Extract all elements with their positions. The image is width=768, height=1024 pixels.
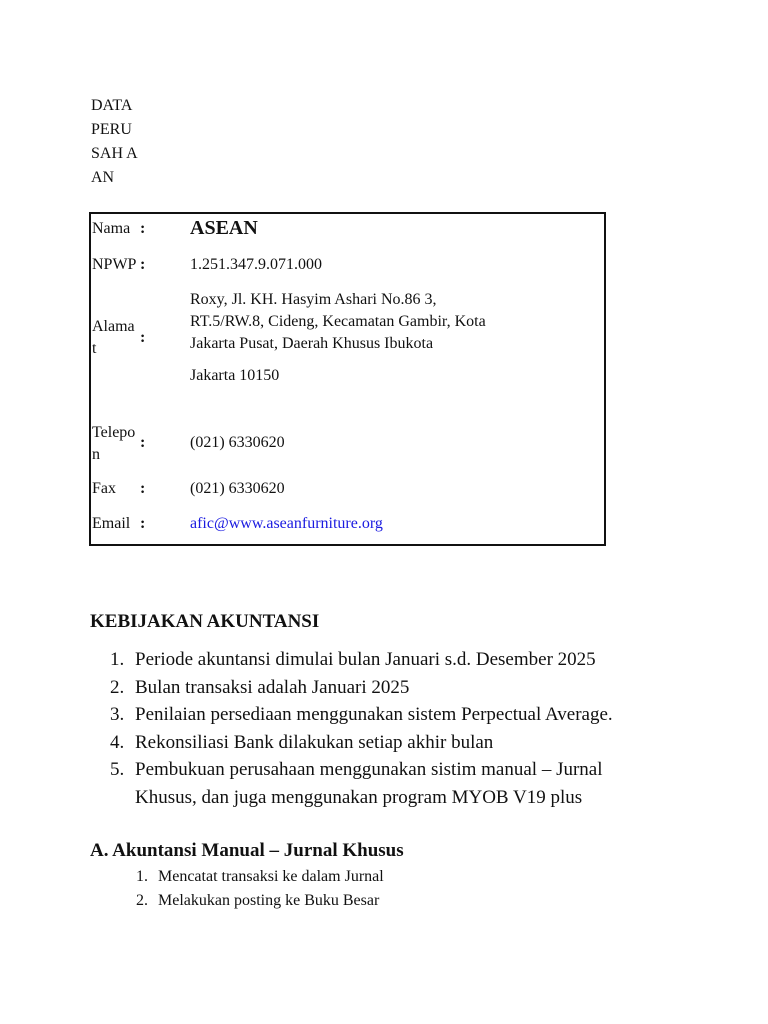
colon-email: : xyxy=(140,515,146,532)
list-text: Periode akuntansi dimulai bulan Januari s.d. Desember 2025 xyxy=(135,649,596,670)
label-fax: Fax xyxy=(92,480,116,497)
list-item xyxy=(90,701,650,729)
document-heading: DATA PERU SAH AAN xyxy=(91,97,138,186)
list-text: Melakukan posting ke Buku Besar xyxy=(158,892,380,909)
alamat-line: Jakarta Pusat, Daerah Khusus Ibukota xyxy=(190,335,434,352)
colon-telepon: : xyxy=(140,434,146,451)
list-text: Bulan transaksi adalah Januari 2025 xyxy=(135,676,410,698)
list-item xyxy=(90,674,650,702)
list-item xyxy=(90,756,650,811)
colon-nama: : xyxy=(140,220,146,237)
label-email: Email xyxy=(92,515,131,532)
kebijakan-title: KEBIJAKAN AKUNTANSI xyxy=(90,611,320,632)
alamat-line: Roxy, Jl. KH. Hasyim Ashari No.86 3, xyxy=(190,291,437,308)
label-npwp: NPWP xyxy=(92,256,137,273)
list-item xyxy=(90,729,650,757)
list-text: Rekonsiliasi Bank dilakukan setiap akhir bulan xyxy=(135,731,494,753)
list-number: 3. xyxy=(110,704,125,725)
company-data-table xyxy=(89,212,606,546)
alamat-line: RT.5/RW.8, Cideng, Kecamatan Gambir, Kota xyxy=(190,313,486,330)
colon-alamat: : xyxy=(140,329,146,346)
value-telepon: (021) 6330620 xyxy=(190,434,285,451)
label-alamat: Alamat xyxy=(92,318,135,357)
label-telepon: Telepon xyxy=(92,424,136,463)
list-number: 2. xyxy=(136,892,148,909)
kebijakan-list xyxy=(90,646,650,811)
colon-fax: : xyxy=(140,480,146,497)
list-item xyxy=(90,889,590,913)
list-text: Mencatat transaksi ke dalam Jurnal xyxy=(158,868,384,885)
value-alamat xyxy=(190,289,486,387)
list-number: 1. xyxy=(110,649,125,670)
email-link[interactable]: afic@www.aseanfurniture.org xyxy=(190,515,383,532)
value-npwp: 1.251.347.9.071.000 xyxy=(190,256,322,273)
list-number: 1. xyxy=(136,868,148,885)
manual-list xyxy=(90,865,590,913)
value-nama: ASEAN xyxy=(190,217,258,239)
list-text: Pembukuan perusahaan menggunakan sistim manual – Jurnal Khusus, dan juga menggunakan program MYOB V19 plus xyxy=(135,759,603,808)
alamat-line: Jakarta 10150 xyxy=(190,367,280,384)
value-fax: (021) 6330620 xyxy=(190,480,285,497)
manual-title: A. Akuntansi Manual – Jurnal Khusus xyxy=(90,840,404,861)
list-number: 2. xyxy=(110,676,125,698)
list-item xyxy=(90,646,650,674)
list-item xyxy=(90,865,590,889)
list-number: 4. xyxy=(110,731,125,753)
colon-npwp: : xyxy=(140,256,146,273)
label-nama: Nama xyxy=(92,220,131,237)
list-text: Penilaian persediaan menggunakan sistem Perpectual Average. xyxy=(135,704,613,725)
list-number: 5. xyxy=(110,759,125,780)
